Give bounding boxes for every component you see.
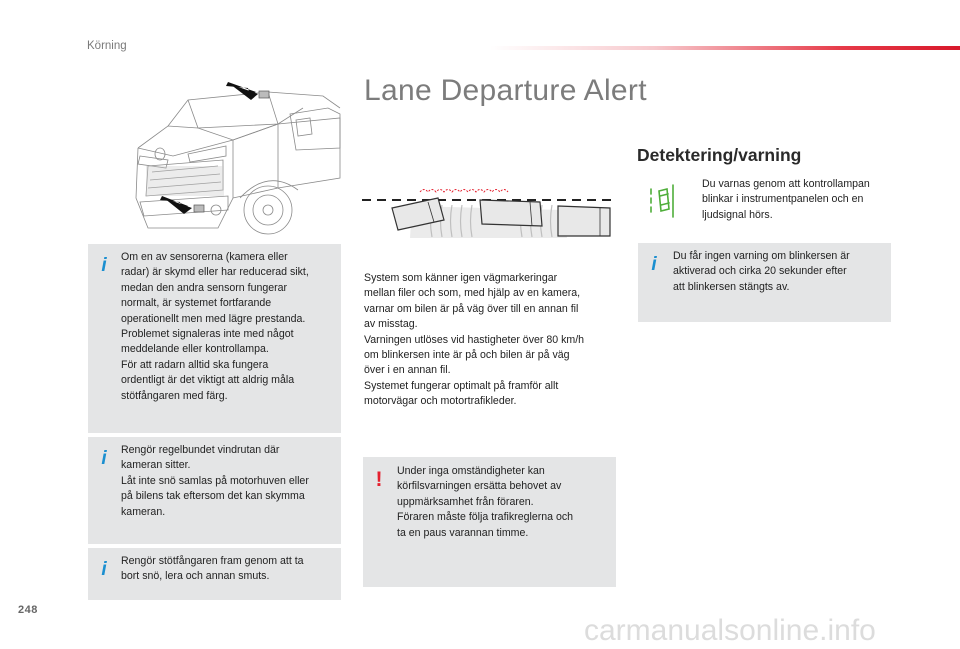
header-accent-bar	[490, 46, 960, 50]
note-windscreen	[88, 437, 341, 544]
page-title: Lane Departure Alert	[364, 74, 647, 107]
note-bumper-text: Rengör stötfångaren fram genom att ta bort snö, lera och annan smuts.	[121, 555, 304, 583]
info-icon: i	[101, 255, 107, 276]
warning-text: Under inga omständigheter kan körfilsvarningen ersätta behovet av uppmärksamhet från föraren. Föraren måste följa trafikreglerna och ta en paus varannan timme.	[397, 465, 574, 539]
detection-heading: Detektering/varning	[637, 145, 802, 165]
page-number: 248	[18, 604, 38, 616]
lane-departure-diagram	[362, 180, 617, 242]
note-bumper	[88, 548, 341, 600]
lane-departure-lamp-icon	[647, 183, 677, 219]
info-icon: i	[651, 254, 657, 275]
info-icon: i	[101, 559, 107, 580]
section-label: Körning	[87, 40, 127, 52]
note-sensors	[88, 244, 341, 433]
system-description: System som känner igen vägmarkeringar mellan filer och som, med hjälp av en kamera, varnar om bilen är på väg över till en annan fil av misstag. Varningen utlöses vid hastigheter över 80 km/h om blinkersen inte är på och bilen är på väg över i en annan fil. Systemet fungerar optimalt på framför allt motorvägar och motortrafikleder.	[364, 272, 585, 408]
note-blinker-text: Du får ingen varning om blinkersen är aktiverad och cirka 20 sekunder efter att blinkersen stängts av.	[673, 250, 850, 293]
warning-icon: !	[375, 468, 383, 491]
van-sensor-illustration	[128, 78, 343, 238]
note-windscreen-text: Rengör regelbundet vindrutan där kameran sitter. Låt inte snö samlas på motorhuven eller på bilens tak eftersom det kan skymma kameran.	[121, 444, 309, 518]
note-blinker	[638, 243, 891, 322]
detection-warning-text: Du varnas genom att kontrollampan blinkar i instrumentpanelen och en ljudsignal hörs.	[702, 178, 870, 221]
note-sensors-text: Om en av sensorerna (kamera eller radar) är skymd eller har reducerad sikt, medan den andra sensorn fungerar normalt, är systemet fortfarande operationellt men med lägre prestanda. Problemet signaleras inte med något meddelande eller kontrollampa. För att radarn alltid ska fungera ordentligt är det viktigt att aldrig måla stötfångaren med färg.	[121, 251, 309, 402]
watermark: carmanualsonline.info	[584, 614, 876, 647]
info-icon: i	[101, 448, 107, 469]
warning-box	[363, 457, 616, 587]
